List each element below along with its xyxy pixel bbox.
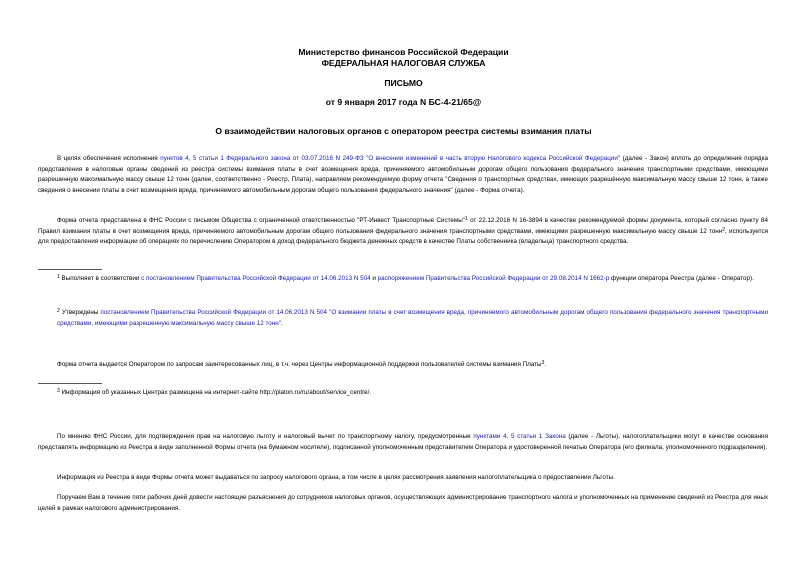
footnote-divider bbox=[38, 269, 102, 270]
paragraph-3-text-a: Форма отчета выдается Оператором по запросам заинтересованных лиц, в т.ч. через Центры информационной поддержки пользователей системы взимания Платы bbox=[57, 361, 542, 368]
footnote-ref-2[interactable]: 2 bbox=[722, 226, 726, 233]
paragraph-6: Поручаем Вам в течение пяти рабочих дней довести настоящие разъяснения до сотрудников налоговых органов, осуществляющих администрирование транспортного налога и уполномоченных на применение сведений из Реестра для иных целей в рамках налогового администрирования. bbox=[38, 494, 768, 512]
resolution-504-link[interactable]: с постановлением Правительства Российской Федерации от 14.06.2013 N 504 bbox=[141, 275, 371, 282]
paragraph-1 bbox=[38, 154, 768, 196]
footnote-1 bbox=[57, 274, 768, 285]
header-doc-type: ПИСЬМО bbox=[384, 78, 423, 88]
footnote-1-text-c: функции оператора Реестра (далее - Оператор). bbox=[609, 275, 754, 282]
footnote-3 bbox=[57, 388, 768, 399]
paragraph-4-text-b: (далее - Льготы), налогоплательщики могут в качестве основания представлять информацию из Реестра в виде заполненной Формы отчета (на бумажном носителе), подписанной уполномоченным представителем Оператора и удостоверенной печатью Оператора (его филиала, уполномоченного подразделения). bbox=[38, 433, 768, 451]
law-articles-link[interactable]: пунктами 4, 5 статьи 1 Закона bbox=[473, 433, 566, 440]
resolution-504-full-link[interactable]: постановлением Правительства Российской Федерации от 14.06.2013 N 504 "О взимании платы в счет возмещения вреда, причиняемого автомобильным дорогам общего пользования федерального значения транспортными средствами, имеющими разрешенную максимальную массу свыше 12 тонн" bbox=[57, 309, 768, 327]
footnote-2 bbox=[57, 308, 768, 329]
paragraph-1-text-a: В целях обеспечения исполнения bbox=[57, 155, 161, 162]
footnote-3-text: Информация об указанных Центрах размещена на интернет-сайте http://platon.ru/ru/about/service_centre/. bbox=[59, 389, 372, 396]
paragraph-2-text-a: Форма отчета представлена в ФНС России с письмом Общества с ограниченной ответственностью "РТ-Инвест Транспортные Системы" bbox=[57, 217, 465, 224]
header-ministry: Министерство финансов Российской Федерации bbox=[298, 47, 509, 57]
footnote-3-marker: 3 bbox=[57, 388, 60, 394]
footnote-2-text-a: Утверждены bbox=[59, 309, 101, 316]
paragraph-4-text-a: По мнению ФНС России, для подтверждения прав на налоговую льготу и налоговый вычет по транспортному налогу, предусмотренные bbox=[57, 433, 474, 440]
paragraph-3 bbox=[38, 360, 768, 371]
footnote-1-text-a: Выполняет в соответствии bbox=[59, 275, 142, 282]
paragraph-2-text-c: , используется для предоставления информации об операциях по перечислению Оператором в доход федерального бюджета денежных средств в качестве Платы собственника (владельца) транспортного средства. bbox=[38, 227, 769, 246]
footnote-divider-2 bbox=[38, 383, 102, 384]
footnote-ref-3[interactable]: 3 bbox=[541, 360, 545, 366]
paragraph-3-text-b: . bbox=[544, 361, 547, 368]
footnote-1-text-b: и bbox=[370, 275, 378, 282]
footnote-2-text-b: . bbox=[280, 319, 283, 327]
paragraph-4 bbox=[38, 432, 768, 453]
law-249-link[interactable]: пунктов 4, 5 статьи 1 Федерального закона от 03.07.2016 N 249-ФЗ "О внесении изменений в часть вторую Налогового кодекса Российской Федерации" bbox=[160, 155, 621, 162]
header-date-number: от 9 января 2017 года N БС-4-21/65@ bbox=[325, 97, 482, 107]
order-1662-link[interactable]: распоряжением Правительства Российской Федерации от 29.08.2014 N 1662-р bbox=[377, 275, 610, 282]
footnote-ref-1[interactable]: 1 bbox=[465, 216, 468, 222]
paragraph-5: Информация из Реестра в виде Формы отчета может выдаваться по запросу налогового органа, в том числе в целях рассмотрения заявления налогоплательщика о предоставлении Льготы. bbox=[57, 474, 615, 481]
paragraph-2-text-b: от 22.12.2016 N 16-3894 в качестве рекомендуемой формы документа, который согласно пункту 84 Правил взимания платы в счет возмещения вреда, причиняемого автомобильным дорогам общего пользования федерального значения транспортными средствами, имеющими разрешенную максимальную массу свыше 12 тонн bbox=[38, 217, 768, 235]
header-service: ФЕДЕРАЛЬНАЯ НАЛОГОВАЯ СЛУЖБА bbox=[321, 58, 486, 68]
header-subject: О взаимодействии налоговых органов с оператором реестра системы взимания платы bbox=[215, 126, 592, 136]
paragraph-1-text-b: (далее - Закон) вплоть до определения порядка представления в налоговые органы сведений из реестра системы взимания платы в счет возмещения вреда, причиняемого автомобильным дорогам общего пользования федерального значения транспортными средствами, имеющими разрешенную максимальную массу свыше 12 тонн (далее, соответственно - Реестр, Плата), направляем рекомендуемую форму отчета "Сведения о транспортных средствах, имеющих разрешённую максимальную массу свыше 12 тонн, а также сведения о внесении платы в счет возмещения вреда, причиняемого автомобильным дорогам общего пользования федерального значения" (далее - Форма отчета). bbox=[38, 155, 768, 194]
footnote-2-marker: 2 bbox=[57, 308, 60, 314]
paragraph-2 bbox=[38, 216, 768, 248]
footnote-1-marker: 1 bbox=[57, 274, 60, 280]
